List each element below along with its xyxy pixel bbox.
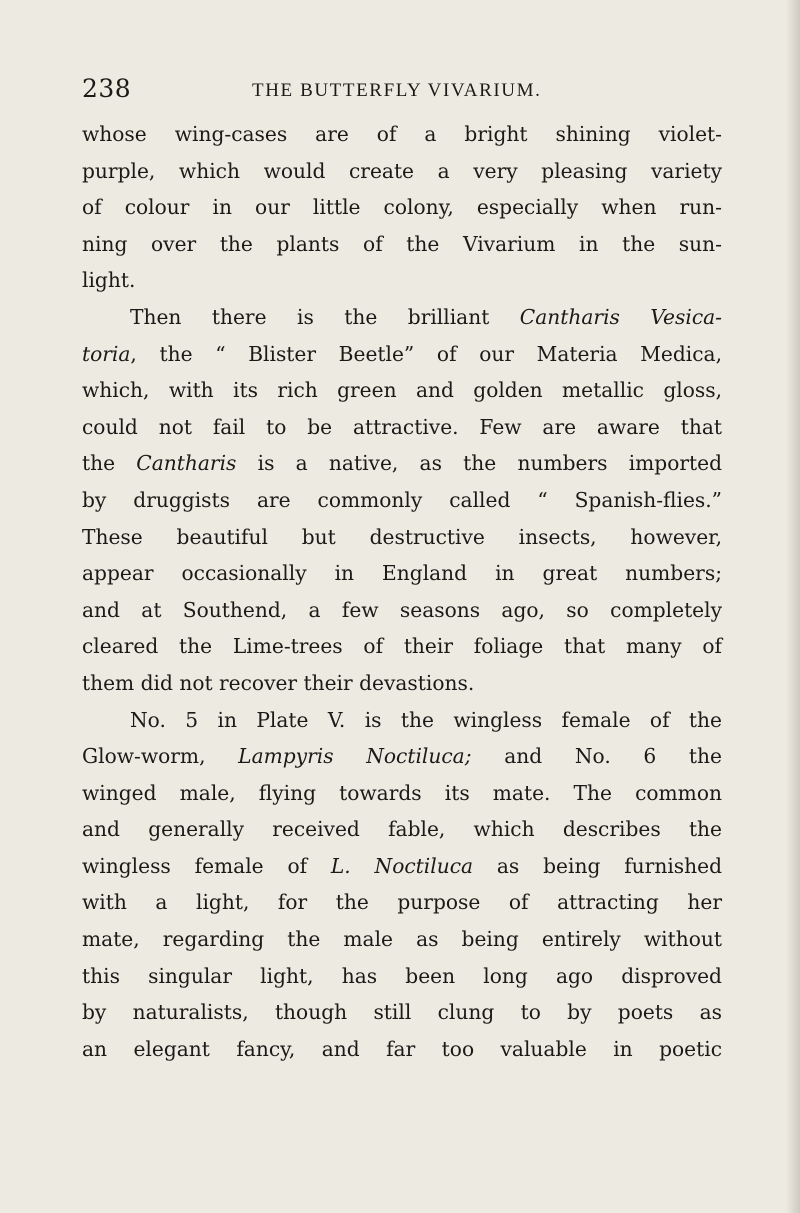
text-run: No. 5 in Plate V. is the wingless female of the	[130, 707, 722, 732]
text-line	[82, 409, 722, 446]
text-line	[82, 445, 722, 482]
text-run: which, with its rich green and golden metallic gloss,	[82, 378, 722, 403]
text-run: ning over the plants of the Vivarium in the sun-	[82, 231, 722, 256]
text-line	[82, 482, 722, 519]
text-line	[82, 958, 722, 995]
text-run: , the “ Blister Beetle” of our Materia Medica,	[130, 341, 722, 366]
text-line	[82, 738, 722, 775]
text-run: and No. 6 the	[471, 744, 722, 769]
text-line	[82, 921, 722, 958]
text-line	[82, 372, 722, 409]
text-run: mate, regarding the male as being entirely without	[82, 927, 722, 952]
text-run: wingless female of	[82, 853, 331, 878]
italic-text: Cantharis	[136, 451, 237, 476]
text-line	[82, 884, 722, 921]
text-line	[82, 775, 722, 812]
text-run: as being furnished	[473, 853, 723, 878]
text-run: them did not recover their devastions.	[82, 670, 475, 695]
text-run: purple, which would create a very pleasing variety	[82, 158, 722, 183]
text-run: appear occasionally in England in great numbers;	[82, 561, 722, 586]
text-run: Then there is the brilliant	[130, 304, 520, 329]
body-text	[82, 116, 722, 1067]
text-run: could not fail to be attractive. Few are aware that	[82, 414, 722, 439]
text-run: winged male, flying towards its mate. The common	[82, 780, 722, 805]
text-line	[82, 153, 722, 190]
text-run: and at Southend, a few seasons ago, so completely	[82, 597, 722, 622]
text-run: the	[82, 451, 137, 476]
text-line	[82, 702, 722, 739]
text-line	[82, 1031, 722, 1068]
text-run: cleared the Lime-trees of their foliage that many of	[82, 634, 722, 659]
text-run: Glow-worm,	[82, 744, 239, 769]
text-run: is a native, as the numbers imported	[236, 451, 723, 476]
text-run: with a light, for the purpose of attracting her	[82, 890, 722, 915]
text-run: light.	[82, 268, 136, 293]
text-line	[82, 555, 722, 592]
text-run: These beautiful but destructive insects, however,	[82, 524, 722, 549]
running-head: THE BUTTERFLY VIVARIUM.	[252, 80, 542, 101]
text-run: by druggists are commonly called “ Spanish-flies.”	[82, 487, 722, 512]
text-run: whose wing-cases are of a bright shining violet-	[82, 122, 722, 146]
italic-text: Lampyris Noctiluca;	[238, 744, 472, 769]
text-line	[82, 116, 722, 153]
text-line	[82, 226, 722, 263]
page-number: 238	[82, 74, 132, 103]
text-run: this singular light, has been long ago disproved	[82, 963, 722, 988]
text-run: an elegant fancy, and far too valuable in poetic	[82, 1036, 722, 1061]
text-line	[82, 519, 722, 556]
text-line	[82, 336, 722, 373]
italic-text: Cantharis Vesica-	[519, 304, 722, 329]
text-line	[82, 299, 722, 336]
text-run: and generally received fable, which describes the	[82, 817, 722, 842]
italic-text: toria	[82, 341, 131, 366]
text-line	[82, 592, 722, 629]
page-edge-shadow	[786, 0, 800, 1213]
text-run: by naturalists, though still clung to by poets as	[82, 1000, 722, 1025]
text-line	[82, 628, 722, 665]
text-run: of colour in our little colony, especially when run-	[82, 195, 722, 220]
text-line	[82, 665, 722, 702]
text-line	[82, 189, 722, 226]
text-line	[82, 848, 722, 885]
page-header	[82, 68, 722, 108]
text-line	[82, 994, 722, 1031]
text-line	[82, 811, 722, 848]
text-line	[82, 262, 722, 299]
italic-text: L. Noctiluca	[330, 853, 474, 878]
